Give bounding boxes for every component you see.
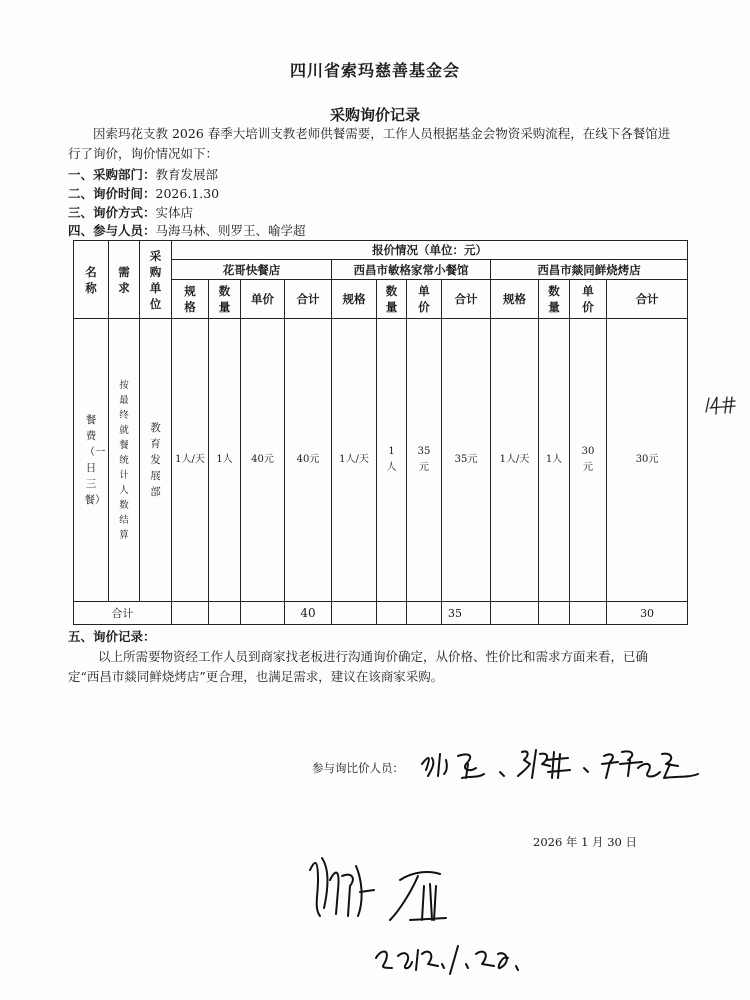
item-time [68,184,219,204]
item-method [68,203,193,223]
subheader-qty: 数量 [377,280,407,319]
item-value: 教育发展部 [155,167,219,182]
item-label: 二、询价时间： [68,186,156,201]
total-value: 35 [442,602,491,625]
quote-qty: 1人 [377,319,407,602]
header-demand: 需求 [109,241,140,319]
header-name: 名称 [74,241,109,319]
header-quote: 报价情况（单位：元） [172,241,688,260]
total-label: 合计 [74,602,172,625]
item-value: 2026.1.30 [155,186,220,201]
handwritten-approval [300,850,540,980]
quote-spec: 1人/天 [491,319,539,602]
handwritten-signatures [418,742,718,788]
quote-price: 30元 [570,319,607,602]
doc-title: 采购询价记录 [329,106,420,124]
shop-name: 花哥快餐店 [172,260,332,280]
item-label: 三、询价方式： [68,205,156,220]
subheader-qty: 数量 [539,280,570,319]
shop-name: 西昌市燚同鲜烧烤店 [491,260,688,280]
item-label: 一、采购部门： [68,167,156,182]
quote-spec: 1人/天 [172,319,209,602]
handwritten-margin-note [703,394,739,418]
subheader-price: 单价 [241,280,285,319]
section5-text: 以上所需要物资经工作人员到商家找老板进行沟通询价确定，从价格、性价比和需求方面来看，已确定“西昌市燚同鲜烧烤店”更合理，也满足需求，建议在该商家采购。 [68,649,649,684]
quote-price: 35元 [407,319,442,602]
table-row [74,319,688,602]
subheader-spec: 规格 [491,280,539,319]
item-value: 马海马林、则罗王、喻学超 [155,223,306,238]
row-demand: 按最终就餐统计人数结算 [109,319,140,602]
quote-total: 35元 [442,319,491,602]
row-name: 餐费（一日三餐） [74,319,109,602]
subheader-total: 合计 [285,280,332,319]
shop-name: 西昌市敏格家常小餐馆 [332,260,491,280]
row-unit: 教育发展部 [140,319,172,602]
quote-spec: 1人/天 [332,319,377,602]
subheader-spec: 规格 [332,280,377,319]
total-row [74,602,688,625]
item-department [68,165,218,185]
org-title: 四川省索玛慈善基金会 [289,61,460,80]
subheader-qty: 数量 [209,280,241,319]
intro-paragraph: 因索玛花支教 2026 春季大培训支教老师供餐需要，工作人员根据基金会物资采购流程，在线下各餐馆进行了询价，询价情况如下： [68,126,671,161]
item-participants [68,221,306,241]
subheader-total: 合计 [607,280,688,319]
quote-table [73,240,688,625]
signature-label: 参与询比价人员： [312,761,404,775]
quote-total: 30元 [607,319,688,602]
date: 2026 年 1 月 30 日 [533,835,637,849]
subheader-price: 单价 [570,280,607,319]
item-label: 四、参与人员： [68,223,156,238]
header-unit: 采购单位 [140,241,172,319]
subheader-total: 合计 [442,280,491,319]
section5-label: 五、询价记录： [68,629,156,644]
subheader-price: 单价 [407,280,442,319]
quote-price: 40元 [241,319,285,602]
item-value: 实体店 [155,205,194,220]
quote-qty: 1人 [209,319,241,602]
quote-qty: 1人 [539,319,570,602]
quote-total: 40元 [285,319,332,602]
total-value: 40 [285,602,332,625]
subheader-spec: 规格 [172,280,209,319]
total-value: 30 [607,602,688,625]
